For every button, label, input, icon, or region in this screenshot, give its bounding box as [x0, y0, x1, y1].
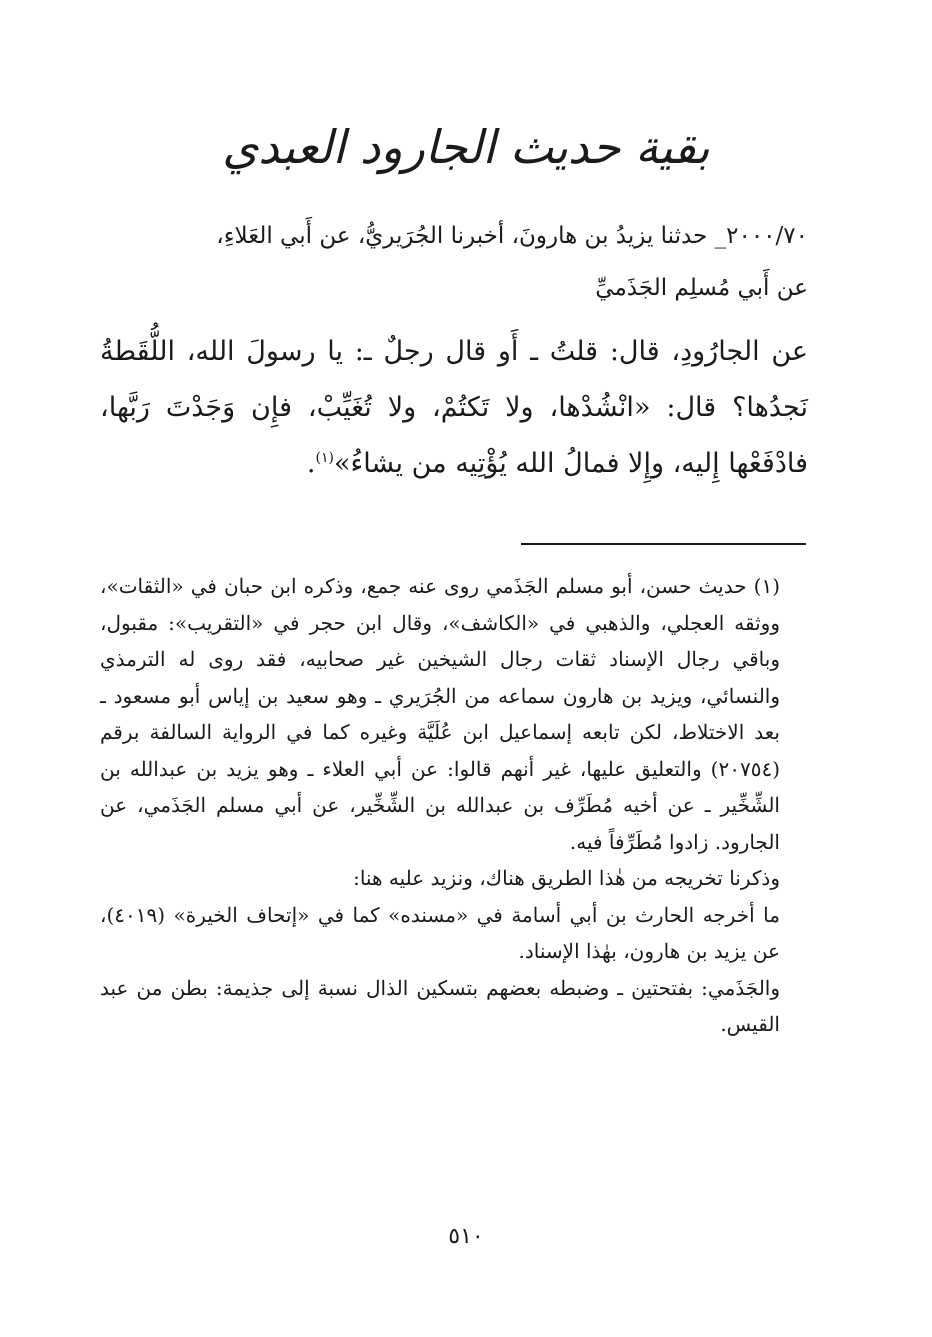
page-number: ٥١٠ — [448, 1224, 484, 1249]
end-mark: . — [306, 448, 316, 479]
footnote-2: وذكرنا تخريجه من هٰذا الطريق هناك، ونزيد عليه هنا: — [353, 866, 780, 890]
footnotes — [100, 568, 808, 1043]
matn-text — [100, 324, 808, 492]
matn-line-2: اللُّقَطةُ نَجدُها؟ قال: «انْشُدْها، ولا تَكتُمْ، ولا تُغَيِّبْ، فإِن — [100, 336, 808, 423]
chain-text-1: حدثنا يزيدُ بن هارونَ، أخبرنا الجُرَيريُّ، عن أَبي العَلاءِ، — [216, 223, 708, 249]
chain-line-1 — [100, 210, 808, 262]
matn-line-3: وَجَدْتَ رَبَّها، فادْفَعْها إِليه، وإِلا فمالُ الله يُؤْتِيه من يشاءُ» — [100, 392, 808, 479]
matn-line-1: عن الجارُودِ، قال: قلتُ ـ أَو قال رجلٌ ـ: يا رسولَ الله، — [186, 336, 808, 367]
hadith-chain — [100, 210, 808, 314]
hadith-text — [100, 324, 808, 492]
footnote-4: والجَذَمي: بفتحتين ـ وضبطه بعضهم بتسكين الذال نسبة إلى جذيمة: بطن من عبد القيس. — [100, 975, 780, 1036]
footnote-separator — [521, 543, 806, 545]
footnote-3: ما أخرجه الحارث بن أبي أسامة في «مسنده» كما في «إتحاف الخيرة» (٤٠١٩)، عن يزيد بن هارون، بهٰذا الإسناد. — [100, 902, 780, 963]
chain-line-2: عن أَبي مُسلِم الجَذَميِّ — [595, 275, 808, 301]
footnote-1: (١) حديث حسن، أبو مسلم الجَذَمي روى عنه جمع، وذكره ابن حبان في «الثقات»، ووثقه العجلي، والذهبي في «الكاشف»، وقال ابن حجر في «التقريب»: مقبول، وباقي رجال الإسناد ثقات رجال الشيخين غير صحابيه، فقد روى له الترمذي والنسائي، ويزيد بن هارون سماعه من الجُرَيري ـ وهو سعيد بن إياس أبو مسعود ـ بعد الاختلاط، لكن تابعه إسماعيل ابن عُلَيَّة وغيره كما في الرواية السالفة برقم (٢٠٧٥٤) والتعليق عليها، غير أنهم قالوا: عن أبي العلاء ـ وهو يزيد بن عبدالله بن الشِّخِّير ـ عن أخيه مُطَرِّف بن عبدالله بن الشِّخِّير، عن أبي مسلم الجَذَمي، عن الجارود. زادوا مُطَرِّفاً فيه. — [100, 574, 780, 854]
hadith-number: ٢٠٠٠/٧٠_ — [714, 223, 808, 249]
chapter-title: بقية حديث الجارود العبدي — [222, 120, 710, 174]
footnote-marker: (١) — [315, 450, 334, 466]
